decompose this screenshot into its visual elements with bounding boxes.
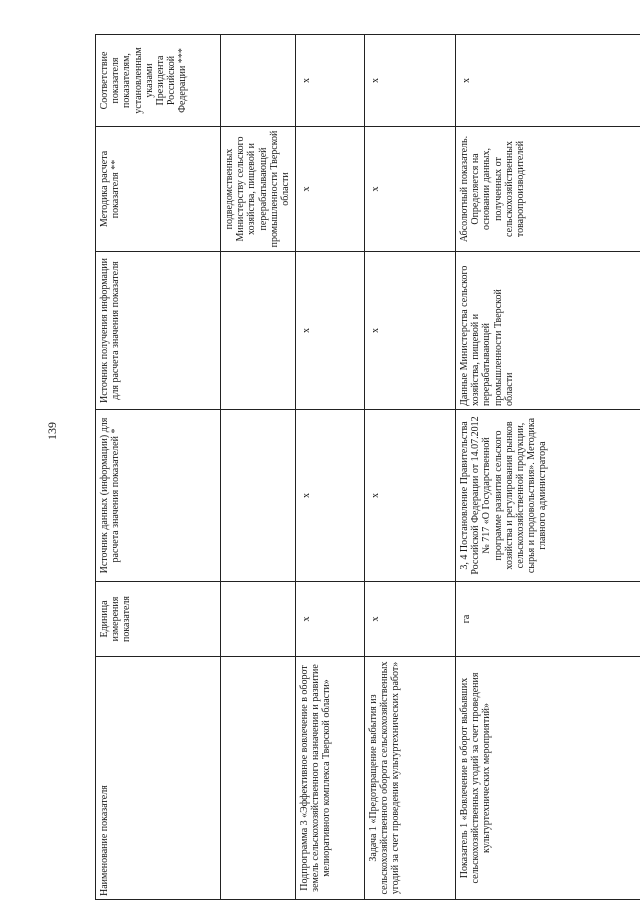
task-method-mark: x: [370, 186, 381, 192]
cell-indicator-compliance: [456, 35, 640, 127]
cell-name-empty: [221, 657, 296, 900]
cell-task-origin: [365, 252, 456, 410]
header-method: Методика расчета показателя **: [96, 127, 221, 252]
cell-task-unit: [365, 582, 456, 657]
cell-subprogram-unit: [296, 582, 365, 657]
cell-source-empty: [221, 410, 296, 582]
cell-indicator-unit: [456, 582, 640, 657]
page-number: 139: [45, 422, 59, 440]
cell-task-name: Задача 1 «Предотвращение выбытия из сельскохозяйственного оборота сельскохозяйственных угодий за счет проведения культуртехнических работ»: [365, 657, 456, 900]
subprogram-unit-mark: x: [301, 616, 312, 622]
indicator-compliance-mark: x: [461, 78, 472, 83]
task-unit-mark: x: [370, 616, 381, 622]
cell-task-compliance: [365, 35, 456, 127]
header-info-origin: Источник получения информации для расчета значения показателя: [96, 252, 221, 410]
task-origin-mark: x: [370, 328, 381, 333]
cell-subprogram-source: [296, 410, 365, 582]
cell-indicator-origin: [456, 252, 640, 410]
indicators-table: [95, 34, 640, 900]
cell-origin-empty: [221, 252, 296, 410]
table-row-continued: [221, 35, 296, 900]
task-source-mark: x: [370, 493, 381, 498]
table-row-indicator: [456, 35, 640, 900]
indicator-method-text: Абсолютный показатель. Определяется на основании данных, полученных от сельскохозяйственных товаропроизводителей: [459, 135, 527, 243]
cell-task-source: [365, 410, 456, 582]
cell-indicator-name: Показатель 1 «Вовлечение в оборот выбывших сельскохозяйственных угодий за счет проведения культуртехнических мероприятий»: [456, 657, 640, 900]
subprogram-method-mark: x: [301, 186, 312, 192]
indicator-source-text: 3, 4 Постановление Правительства Российской Федерации от 14.07.2012 № 717 «О Государственной программе развития сельского хозяйства и регулирования рынков сельскохозяйственной продукции, сырья и продовольствия». Методика главного администратора: [459, 416, 549, 575]
cell-subprogram-name: Подпрограмма 3 «Эффективное вовлечение в оборот земель сельскохозяйственного назначения и развитие мелиоративного комплекса Тверской области»: [296, 657, 365, 900]
cell-subprogram-method: [296, 127, 365, 252]
cell-method-continued: [221, 127, 296, 252]
task-compliance-mark: x: [370, 78, 381, 83]
cell-task-method: [365, 127, 456, 252]
header-unit: Единица измерения показателя: [96, 582, 221, 657]
subprogram-origin-mark: x: [301, 328, 312, 333]
method-continued-text: подведомственных Министерству сельского хозяйства, пищевой и перерабатывающей промышленности Тверской области: [224, 130, 292, 248]
cell-indicator-method: [456, 127, 640, 252]
cell-unit-empty: [221, 582, 296, 657]
header-data-source: Источник данных (информации) для расчета значения показателей *: [96, 410, 221, 582]
header-indicator-name: Наименование показателя: [96, 657, 221, 900]
cell-subprogram-compliance: [296, 35, 365, 127]
table-row-task: [365, 35, 456, 900]
subprogram-compliance-mark: x: [301, 78, 312, 83]
cell-indicator-source: [456, 410, 640, 582]
table-row-subprogram: [296, 35, 365, 900]
cell-compliance-empty: [221, 35, 296, 127]
header-compliance: Соответствие показателя показателям, установленным указами Президента Российской Федерации ***: [96, 35, 221, 127]
cell-subprogram-origin: [296, 252, 365, 410]
indicator-unit-value: га: [461, 614, 472, 624]
rotated-table-wrapper: [95, 35, 640, 900]
table-header-row: [96, 35, 221, 900]
subprogram-source-mark: x: [301, 493, 312, 498]
indicator-origin-text: Данные Министерства сельского хозяйства, пищевой и перерабатывающей промышленности Тверской области: [459, 265, 515, 406]
